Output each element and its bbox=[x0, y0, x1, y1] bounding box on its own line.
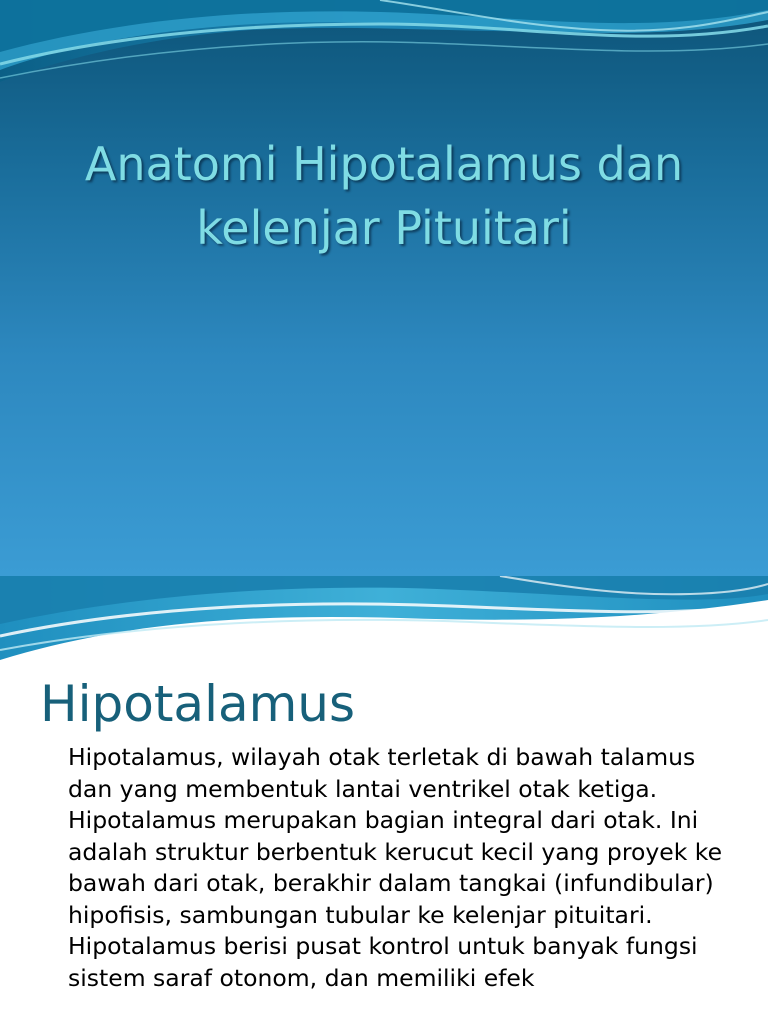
slide-2 bbox=[0, 576, 768, 1024]
slide-1-title: Anatomi Hipotalamus dan kelenjar Pituitari bbox=[84, 137, 684, 255]
slide-1-wave-header bbox=[0, 0, 768, 100]
slide-2-wave-header bbox=[0, 576, 768, 666]
slide-2-title: Hipotalamus bbox=[40, 675, 356, 733]
slide-2-body-text: Hipotalamus, wilayah otak terletak di bawah talamus dan yang membentuk lantai ventrikel otak ketiga. Hipotalamus merupakan bagian integral dari otak. Ini adalah struktur berbentuk kerucut kecil yang proyek ke bawah dari otak, berakhir dalam tangkai (infundibular) hipofisis, sambungan tubular ke kelenjar pituitari. Hipotalamus berisi pusat kontrol untuk banyak fungsi sistem saraf otonom, dan memiliki efek bbox=[68, 743, 723, 992]
